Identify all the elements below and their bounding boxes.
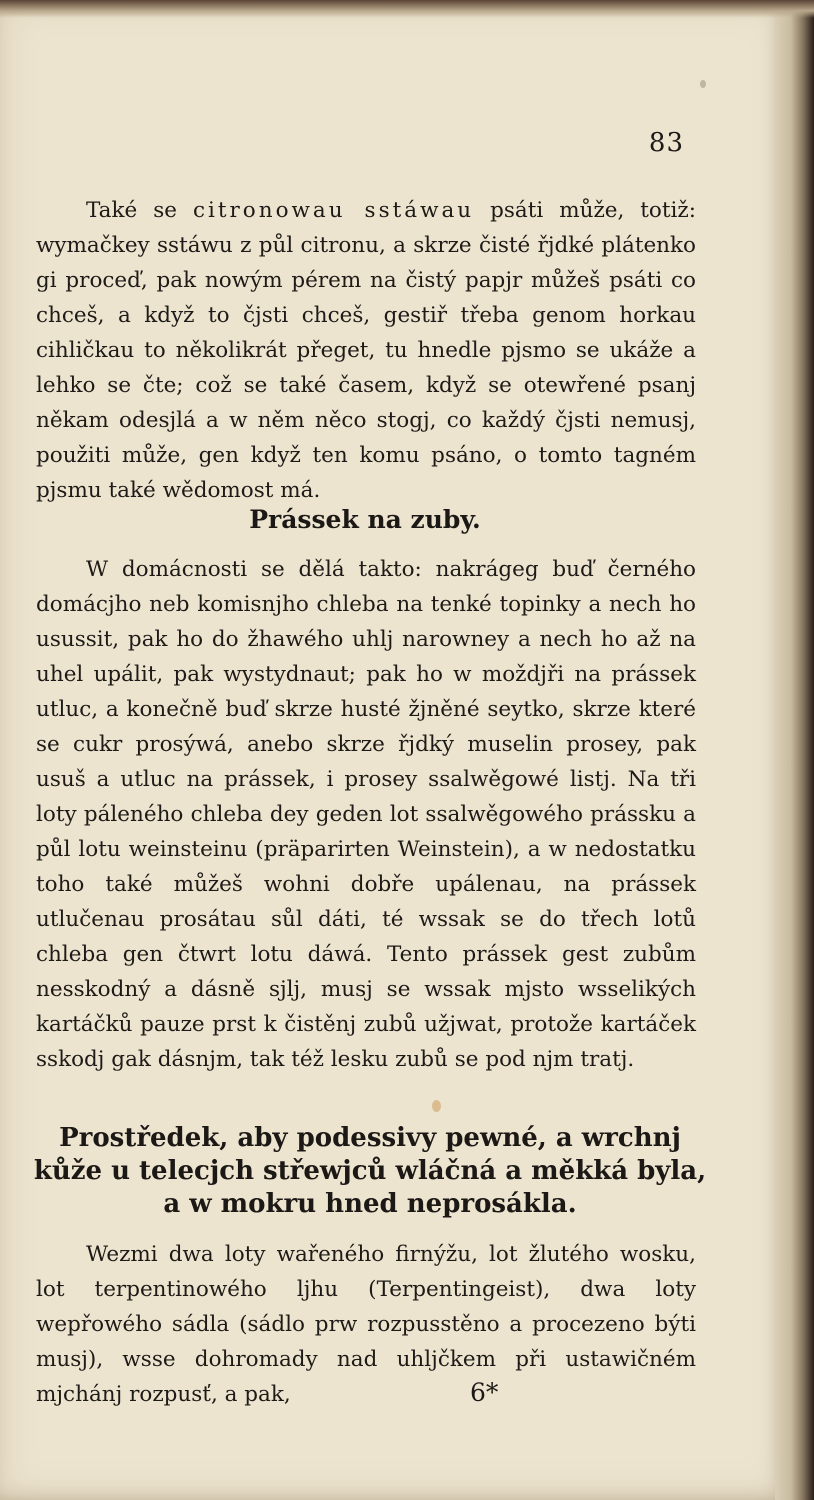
ink-spot bbox=[432, 1100, 441, 1112]
paragraph-shoe-leather: Wezmi dwa loty wařeného firnýžu, lot žlutého wosku, lot terpentinowého ljhu (Terpentingeist), dwa loty wepřowého sádla (sádlo prw rozpusstěno a procezeno býti musj), wsse dohromady nad uhljčkem při ustawičném mjchánj rozpusť, a pak, bbox=[36, 1242, 696, 1407]
ink-spot bbox=[700, 80, 706, 88]
page-top-edge bbox=[0, 0, 814, 18]
paragraph-invisible-ink bbox=[36, 193, 696, 508]
heading-tooth-powder: Prássek na zuby. bbox=[249, 505, 481, 534]
signature-mark: 6* bbox=[470, 1378, 499, 1407]
page-edge bbox=[775, 0, 814, 1500]
heading-shoe-leather: Prostředek, aby podessivy pewné, a wrchnj kůže u telecjch střewjců wláčná a měkká byla, a w mokru hned neprosákla. bbox=[33, 1123, 707, 1219]
section-2-text bbox=[36, 552, 696, 1077]
section-1-text bbox=[36, 193, 696, 508]
para-emphasis: citronowau sstáwau bbox=[192, 198, 475, 223]
paragraph-tooth-powder: W domácnosti se dělá takto: nakrágeg buď černého domácjho neb komisnjho chleba na tenké topinky a nech ho usussit, pak ho do žhawého uhlj narowney a nech ho až na uhel upálit, pak wystydnaut; pak ho w moždjři na prássek utluc, a konečně buď skrze husté žjněné seytko, skrze které se cukr prosýwá, anebo skrze řjdký muselin prosey, pak usuš a utluc na prássek, i prosey ssalwěgowé listj. Na tři loty páleného chleba dey geden lot ssalwěgowého prássku a půl lotu weinsteinu (präparirten Weinstein), a w nedostatku toho také můžeš wohni dobře upálenau, na prássek utlučenau prosátau sůl dáti, té wssak se do třech lotů chleba gen čtwrt lotu dáwá. Tento prássek gest zubům nesskodný a dásně sjlj, musj se wssak mjsto wsselikých kartáčků pauze prst k čistěnj zubů užjwat, protože kartáček sskodj gak dásnjm, tak též lesku zubů se pod njm tratj. bbox=[36, 557, 696, 1072]
section-3-text bbox=[36, 1237, 696, 1412]
para-lead: Také se bbox=[86, 198, 177, 223]
para-rest: psáti může, totiž: wymačkey sstáwu z půl citronu, a skrze čisté řjdké plátenko gi proceď, pak nowým pérem na čistý papjr můžeš psáti co chceš, a když to čjsti chceš, gestiř třeba genom horkau cihličkau to několikrát přeget, tu hnedle pjsmo se ukáže a lehko se čte; což se také časem, když se otewřené psanj někam odesjlá a w něm něco stogj, co každý čjsti nemusj, použiti může, gen když ten komu psáno, o tomto tagném pjsmu také wědomost má. bbox=[36, 198, 696, 503]
page-number: 83 bbox=[648, 128, 684, 158]
